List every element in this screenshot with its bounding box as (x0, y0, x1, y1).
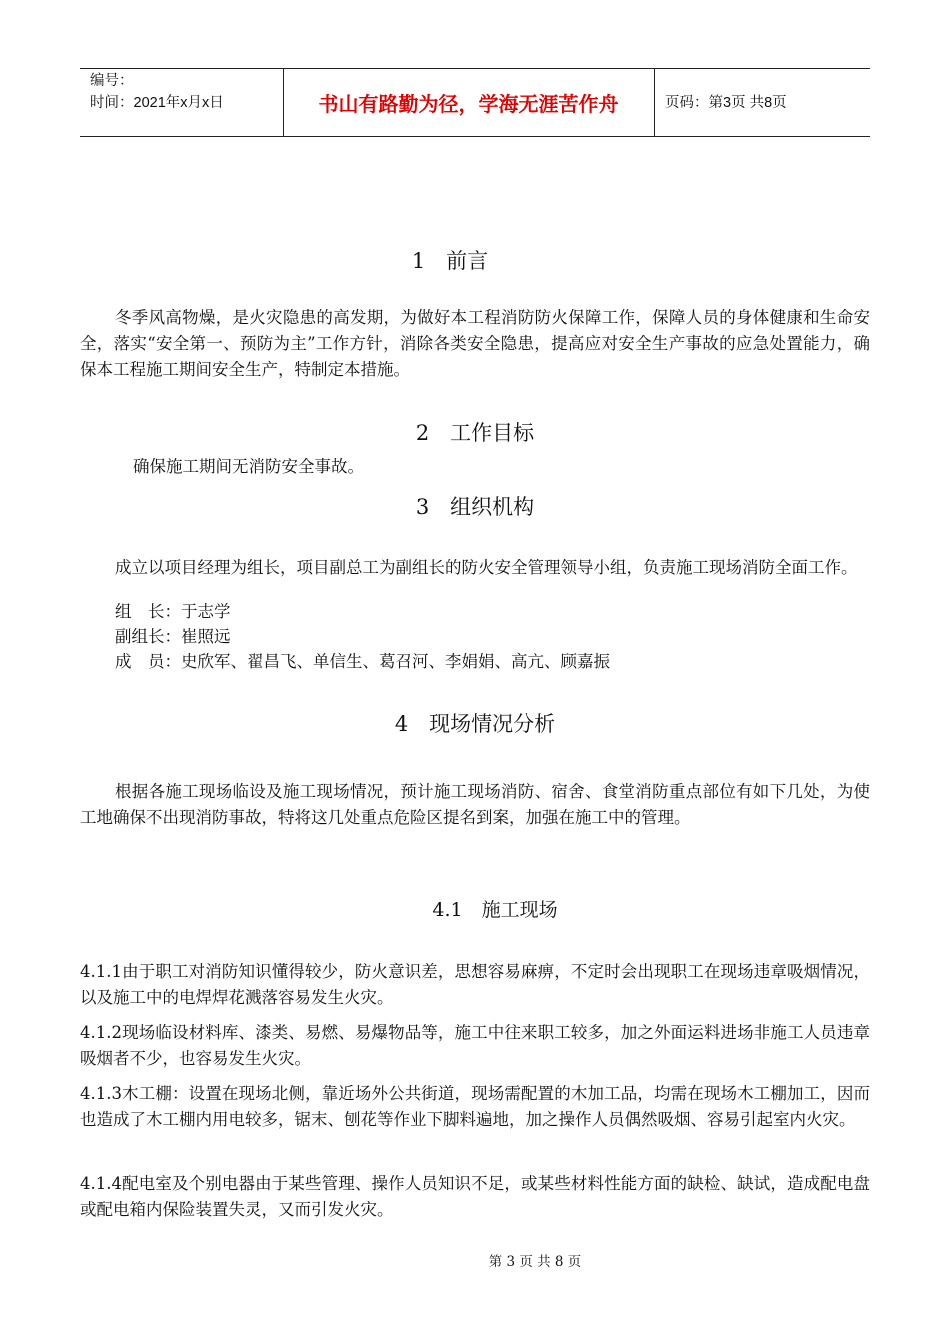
header-left (90, 70, 224, 114)
section-4-paragraph: 根据各施工现场临设及施工现场情况，预计施工现场消防、宿舍、食堂消防重点部位有如下几处，为使工地确保不出现消防事故，特将这几处重点危险区提名到案，加强在施工中的管理。 (80, 782, 870, 827)
group-leader-line: 组 长：于志学 (115, 602, 231, 621)
document-date-label: 时间：2021年x月x日 (90, 95, 224, 111)
section-3-paragraph: 成立以项目经理为组长，项目副总工为副组长的防火安全管理领导小组，负责施工现场消防全面工作。 (115, 558, 858, 577)
list-item: 4.1.2现场临设材料库、漆类、易燃、易爆物品等，施工中往来职工较多，加之外面运料进场非施工人员违章吸烟者不少，也容易发生火灾。 (80, 1023, 870, 1068)
group-deputy-line: 副组长：崔照远 (115, 627, 231, 646)
section-4-1-heading: 4.1 施工现场 (432, 899, 558, 921)
section-1-heading: 1 前言 (411, 249, 489, 273)
group-members-line: 成 员：史欣军、翟昌飞、单信生、葛召河、李娟娟、高亢、顾嘉振 (115, 652, 610, 671)
section-2-paragraph: 确保施工期间无消防安全事故。 (133, 457, 364, 476)
header-page-label: 页码：第3页 共8页 (665, 95, 787, 111)
section-4-heading: 4 现场情况分析 (394, 712, 556, 736)
list-item: 4.1.4配电室及个别电器由于某些管理、操作人员知识不足，或某些材料性能方面的缺检、缺试，造成配电盘或配电箱内保险装置失灵，又而引发火灾。 (80, 1174, 870, 1219)
footer-page-number: 第 3 页 共 8 页 (488, 1254, 582, 1270)
list-item: 4.1.3木工棚：设置在现场北侧，靠近场外公共街道，现场需配置的木加工品，均需在现场木工棚加工，因而也造成了木工棚内用电较多，锯末、刨花等作业下脚料遍地，加之操作人员偶然吸烟、容易引起室内火灾。 (80, 1084, 870, 1129)
section-3-heading: 3 组织机构 (415, 495, 535, 519)
header-slogan: 书山有路勤为径，学海无涯苦作舟 (318, 92, 619, 116)
page-footer (0, 1250, 950, 1270)
header-bottom-rule (80, 136, 870, 137)
header-divider-2 (654, 68, 655, 136)
document-number-label: 编号： (90, 73, 134, 89)
section-2-heading: 2 工作目标 (415, 421, 535, 445)
header-top-rule (80, 68, 870, 69)
list-item: 4.1.1由于职工对消防知识懂得较少，防火意识差，思想容易麻痹，不定时会出现职工在现场违章吸烟情况，以及施工中的电焊焊花溅落容易发生火灾。 (80, 962, 870, 1007)
section-1-paragraph: 冬季风高物燥，是火灾隐患的高发期，为做好本工程消防防火保障工作，保障人员的身体健康和生命安全，落实“安全第一、预防为主”工作方针，消除各类安全隐患，提高应对安全生产事故的应急处置能力，确保本工程施工期间安全生产，特制定本措施。 (80, 308, 870, 379)
